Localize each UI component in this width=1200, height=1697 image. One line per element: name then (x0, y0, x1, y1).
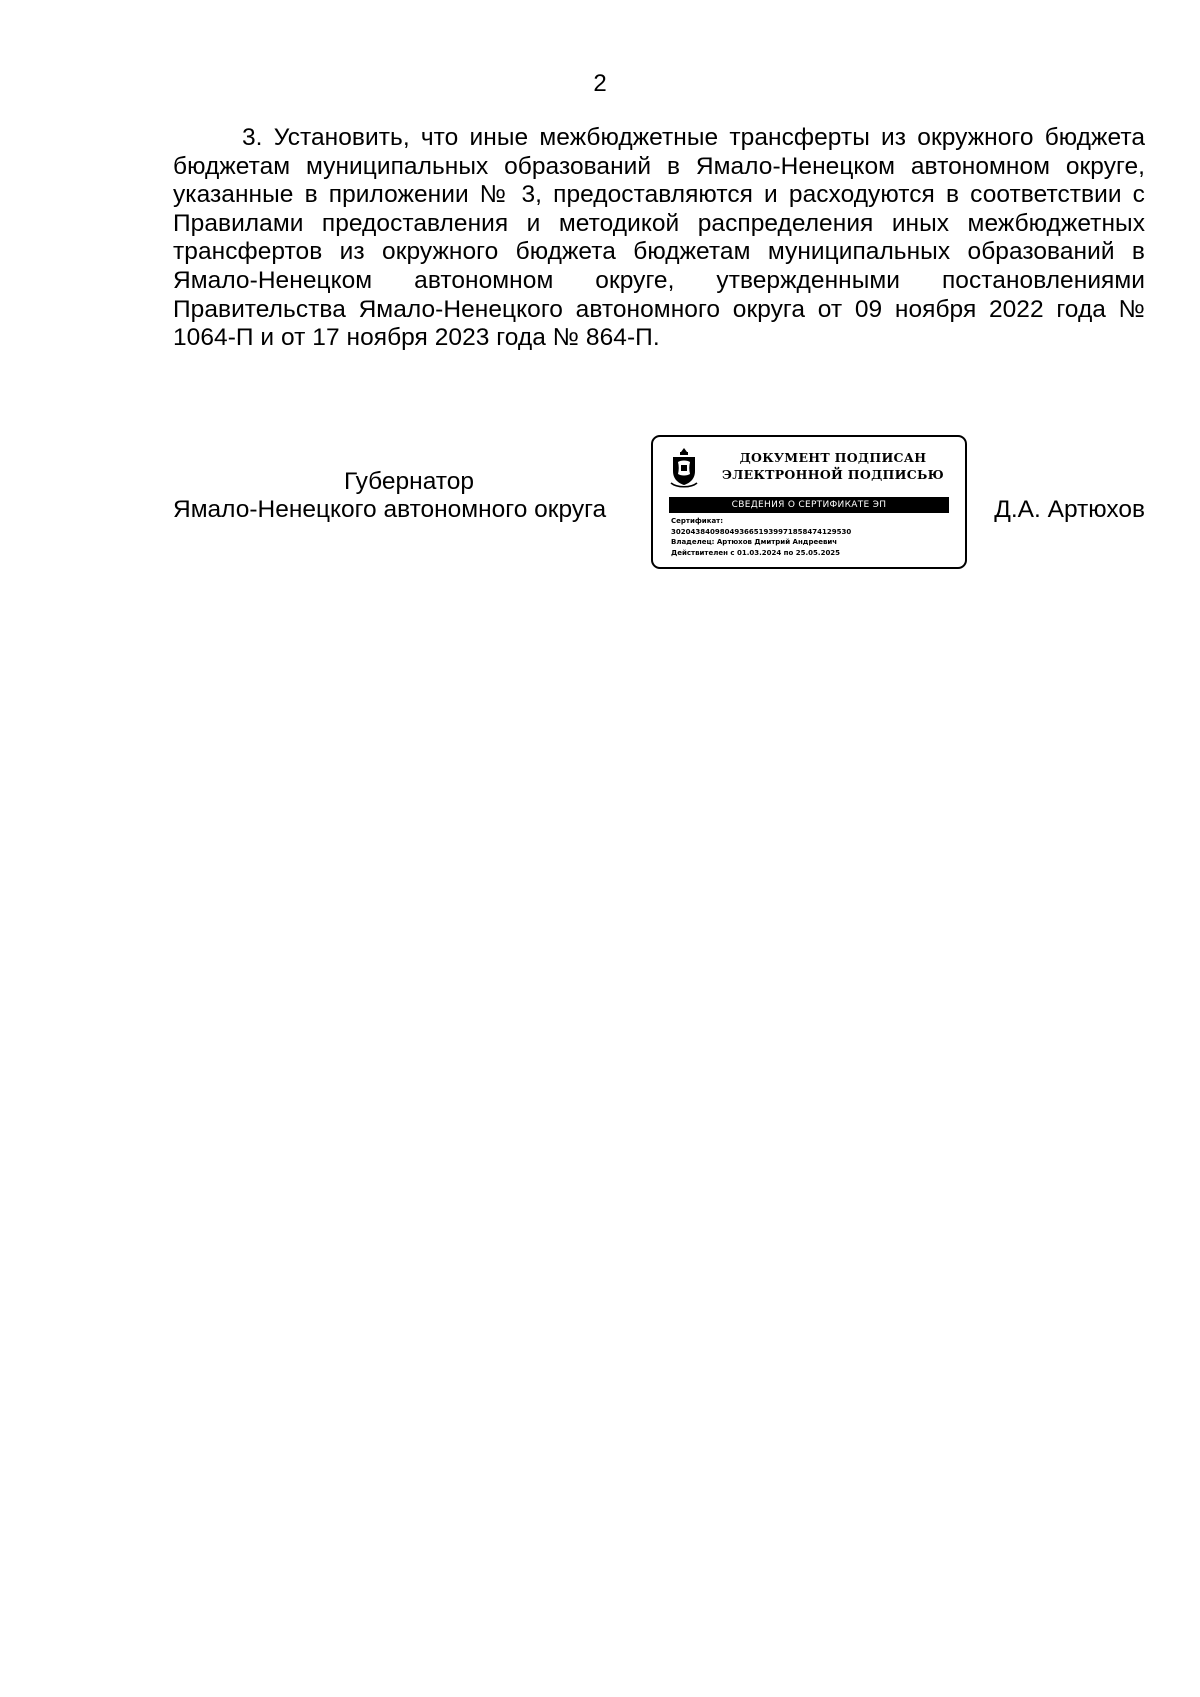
certificate-label: Сертификат: (671, 517, 724, 525)
certificate-number: 3020438409804936651939971858474129530 (671, 527, 852, 536)
stamp-title-line2: ЭЛЕКТРОННОЙ ПОДПИСЬЮ (722, 467, 944, 482)
signature-block (0, 432, 1200, 592)
certificate-validity: Действителен с 01.03.2024 по 25.05.2025 (671, 548, 841, 557)
coat-of-arms-icon (669, 447, 699, 489)
stamp-title (713, 449, 953, 483)
stamp-certificate-details (671, 516, 851, 558)
body-paragraph: 3. Установить, что иные межбюджетные трансферты из окружного бюджета бюджетам муниципальных образований в Ямало-Ненецком автономном округе, указанные в приложении № 3, предоставляются и расходуются в соответствии с Правилами предоставления и методикой распределения иных межбюджетных трансфертов из окружного бюджета бюджетам муниципальных образований в Ямало-Ненецком автономном округе, утвержденными постановлениями Правительства Ямало-Ненецкого автономного округа от 09 ноября 2022 года № 1064-П и от 17 ноября 2023 года № 864-П. (173, 124, 1145, 352)
certificate-owner: Владелец: Артюхов Дмитрий Андреевич (671, 538, 838, 546)
signer-name: Д.А. Артюхов (994, 496, 1145, 523)
signer-position-region: Ямало-Ненецкого автономного округа (173, 496, 607, 523)
page-number: 2 (593, 70, 607, 97)
electronic-signature-stamp (651, 435, 967, 569)
stamp-certificate-bar: СВЕДЕНИЯ О СЕРТИФИКАТЕ ЭП (669, 497, 949, 513)
stamp-title-line1: ДОКУМЕНТ ПОДПИСАН (739, 450, 927, 465)
signer-position-title: Губернатор (344, 468, 474, 495)
